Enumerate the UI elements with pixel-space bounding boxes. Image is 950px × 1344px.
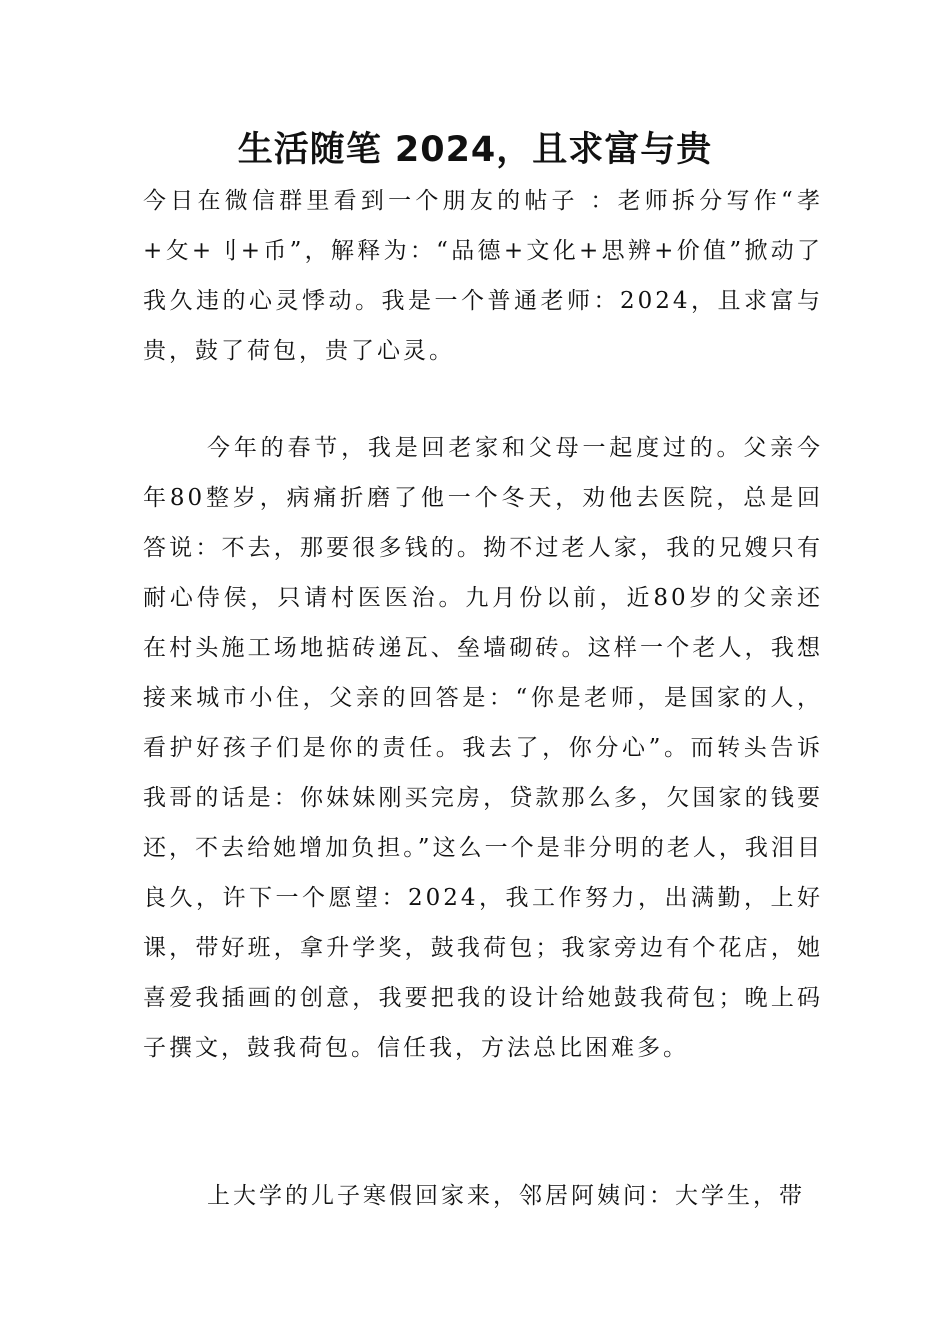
paragraph-intro: 今日在微信群里看到一个朋友的帖子 ：老师拆分写作“孝+攵+刂+币”，解释为：“品德+文化+思辨+价值”掀动了我久违的心灵悸动。我是一个普通老师：2024，且求富与贵，鼓了荷包，贵了心灵。 — [143, 188, 823, 364]
paragraph-spring-festival: 今年的春节，我是回老家和父母一起度过的。父亲今年80整岁，病痛折磨了他一个冬天，劝他去医院，总是回答说：不去，那要很多钱的。拗不过老人家，我的兄嫂只有耐心侍侯，只请村医医治。九月份以前，近80岁的父亲还在村头施工场地掂砖递瓦、垒墙砌砖。这样一个老人，我想接来城市小住，父亲的回答是：“你是老师，是国家的人，看护好孩子们是你的责任。我去了，你分心”。而转头告诉我哥的话是：你妹妹刚买完房，贷款那么多，欠国家的钱要还，不去给她增加负担。”这么一个是非分明的老人，我泪目良久，许下一个愿望：2024，我工作努力，出满勤，上好课，带好班，拿升学奖，鼓我荷包；我家旁边有个花店，她喜爱我插画的创意，我要把我的设计给她鼓我荷包；晚上码子撰文，鼓我荷包。信任我，方法总比困难多。 — [143, 435, 823, 1061]
paragraph-son: 上大学的儿子寒假回家来，邻居阿姨问：大学生，带 — [207, 1183, 805, 1209]
document-title: 生活随笔 2024，且求富与贵 — [237, 130, 713, 170]
